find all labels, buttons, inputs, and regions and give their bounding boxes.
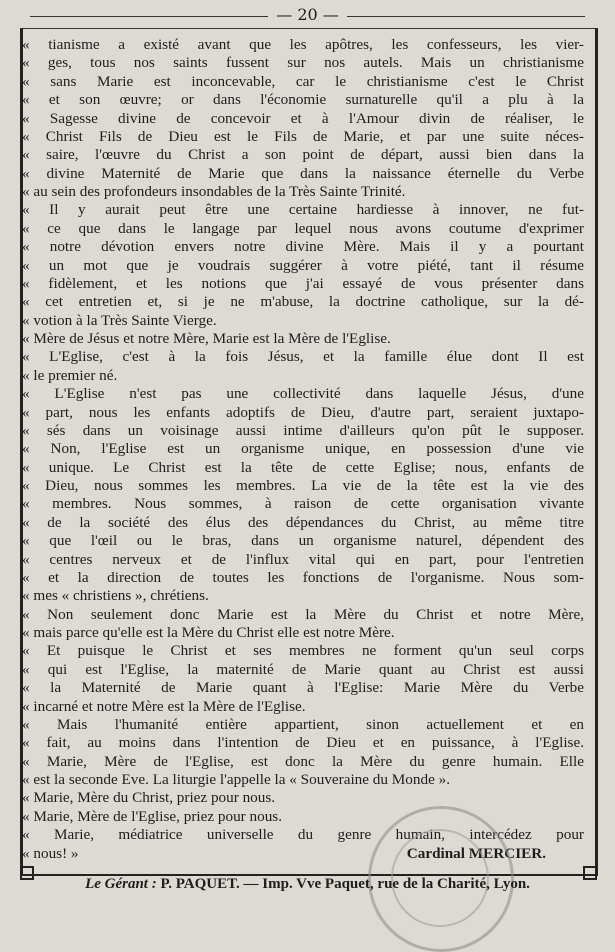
- text-line: « et son œuvre; or dans l'économie surnaturelle qu'il a plu à la: [22, 91, 584, 109]
- text-line: « fait, au moins dans l'intention de Dieu et en puissance, à l'Eglise.: [22, 734, 584, 752]
- printer-imprint: P. PAQUET. — Imp. Vve Paquet, rue de la Charité, Lyon.: [160, 876, 530, 892]
- text-line: « Sagesse divine de concevoir et à l'Amour divin de réaliser, le: [22, 109, 584, 127]
- text-line: « qui est l'Eglise, la maternité de Marie quant au Christ est aussi: [22, 660, 584, 678]
- text-line: « de la société des élus des dépendances du Christ, au même titre: [22, 513, 584, 531]
- text-line: « est la seconde Eve. La liturgie l'appelle la « Souveraine du Monde ».: [22, 771, 451, 788]
- text-line: « nous! »: [22, 844, 79, 862]
- body-text: [22, 36, 584, 863]
- gerant-label: Le Gérant :: [85, 876, 157, 892]
- text-line: « Dieu, nous sommes les membres. La vie de la tête est la vie des: [22, 477, 584, 494]
- page-number: — 20 —: [0, 5, 615, 24]
- text-line: « la Maternité de Marie quant à l'Eglise: Marie Mère du Verbe: [22, 679, 584, 697]
- text-line: « centres nerveux et de l'influx vital qui en part, pour l'entretien: [22, 550, 584, 568]
- text-line: « mes « christiens », chrétiens.: [22, 587, 209, 605]
- text-line: « au sein des profondeurs insondables de la Très Sainte Trinité.: [22, 183, 406, 200]
- text-line: « Marie, médiatrice universelle du genre humain, intercédez pour: [22, 826, 584, 844]
- text-line: « notre dévotion envers notre divine Mère. Mais il y a pourtant: [22, 238, 584, 256]
- text-line: « Non, l'Eglise est un organisme unique, en possession d'une vie: [22, 440, 584, 458]
- text-line: « unique. Le Christ est la tête de cette Eglise; nous, enfants de: [22, 458, 584, 476]
- text-line: « incarné et notre Mère est la Mère de l'Eglise.: [22, 697, 306, 715]
- text-line: « et la direction de toutes les fonctions de l'organisme. Nous som-: [22, 568, 584, 586]
- text-line: « Il y aurait peut être une certaine hardiesse à innover, ne fut-: [22, 201, 584, 219]
- text-line: « sans Marie est inconcevable, car le christianisme c'est le Christ: [22, 72, 584, 90]
- text-line: « Marie, Mère de l'Eglise, est donc la Mère du genre humain. Elle: [22, 752, 584, 770]
- text-line: « Et puisque le Christ et ses membres ne forment qu'un seul corps: [22, 642, 584, 660]
- text-line: « cet entretien et, si je ne m'abuse, la doctrine catholique, sur la dé-: [22, 293, 584, 311]
- text-line: « tianisme a existé avant que les apôtres, les confesseurs, les vier-: [22, 36, 584, 53]
- text-line: « part, nous les enfants adoptifs de Dieu, d'autre part, seraient juxtapo-: [22, 403, 584, 421]
- text-line: « saire, l'œuvre du Christ a son point de départ, aussi bien dans la: [22, 146, 584, 164]
- text-line: « Mère de Jésus et notre Mère, Marie est la Mère de l'Eglise.: [22, 330, 391, 347]
- text-line: « ce que dans le langage par lequel nous avons coutume d'exprimer: [22, 219, 584, 237]
- text-line: « Marie, Mère de l'Eglise, priez pour nous.: [22, 807, 283, 825]
- text-line: « sés dans un voisinage aussi intime d'ailleurs qu'on pût le supposer.: [22, 421, 584, 439]
- text-line: « L'Eglise n'est pas une collectivité dans laquelle Jésus, d'une: [22, 385, 584, 403]
- text-line: « le premier né.: [22, 366, 118, 384]
- text-line: « Mais l'humanité entière appartient, sinon actuellement et en: [22, 715, 584, 733]
- text-line: « votion à la Très Sainte Vierge.: [22, 311, 217, 329]
- text-line: « que l'œil ou le bras, dans un organisme naturel, dépendent des: [22, 532, 584, 550]
- text-line: « L'Eglise, c'est à la fois Jésus, et la famille élue dont Il est: [22, 348, 584, 366]
- printer-footer: [0, 876, 615, 893]
- text-line: « divine Maternité de Marie que dans la naissance éternelle du Verbe: [22, 164, 584, 182]
- text-line: « fidèlement, et les notions que j'ai essayé de vous présenter dans: [22, 274, 584, 292]
- text-line: « ges, tous nos saints fussent sur nos autels. Mais un christianisme: [22, 54, 584, 72]
- signature: Cardinal MERCIER.: [406, 844, 546, 862]
- text-line: « Non seulement donc Marie est la Mère du Christ et notre Mère,: [22, 605, 584, 623]
- text-line: « mais parce qu'elle est la Mère du Christ elle est notre Mère.: [22, 624, 395, 641]
- text-line: « membres. Nous sommes, à raison de cette organisation vivante: [22, 495, 584, 513]
- text-line: « Marie, Mère du Christ, priez pour nous.: [22, 789, 276, 807]
- text-line: « Christ Fils de Dieu est le Fils de Marie, et par une suite néces-: [22, 127, 584, 145]
- text-line: « un mot que je voudrais suggérer à votre piété, tant il résume: [22, 256, 584, 274]
